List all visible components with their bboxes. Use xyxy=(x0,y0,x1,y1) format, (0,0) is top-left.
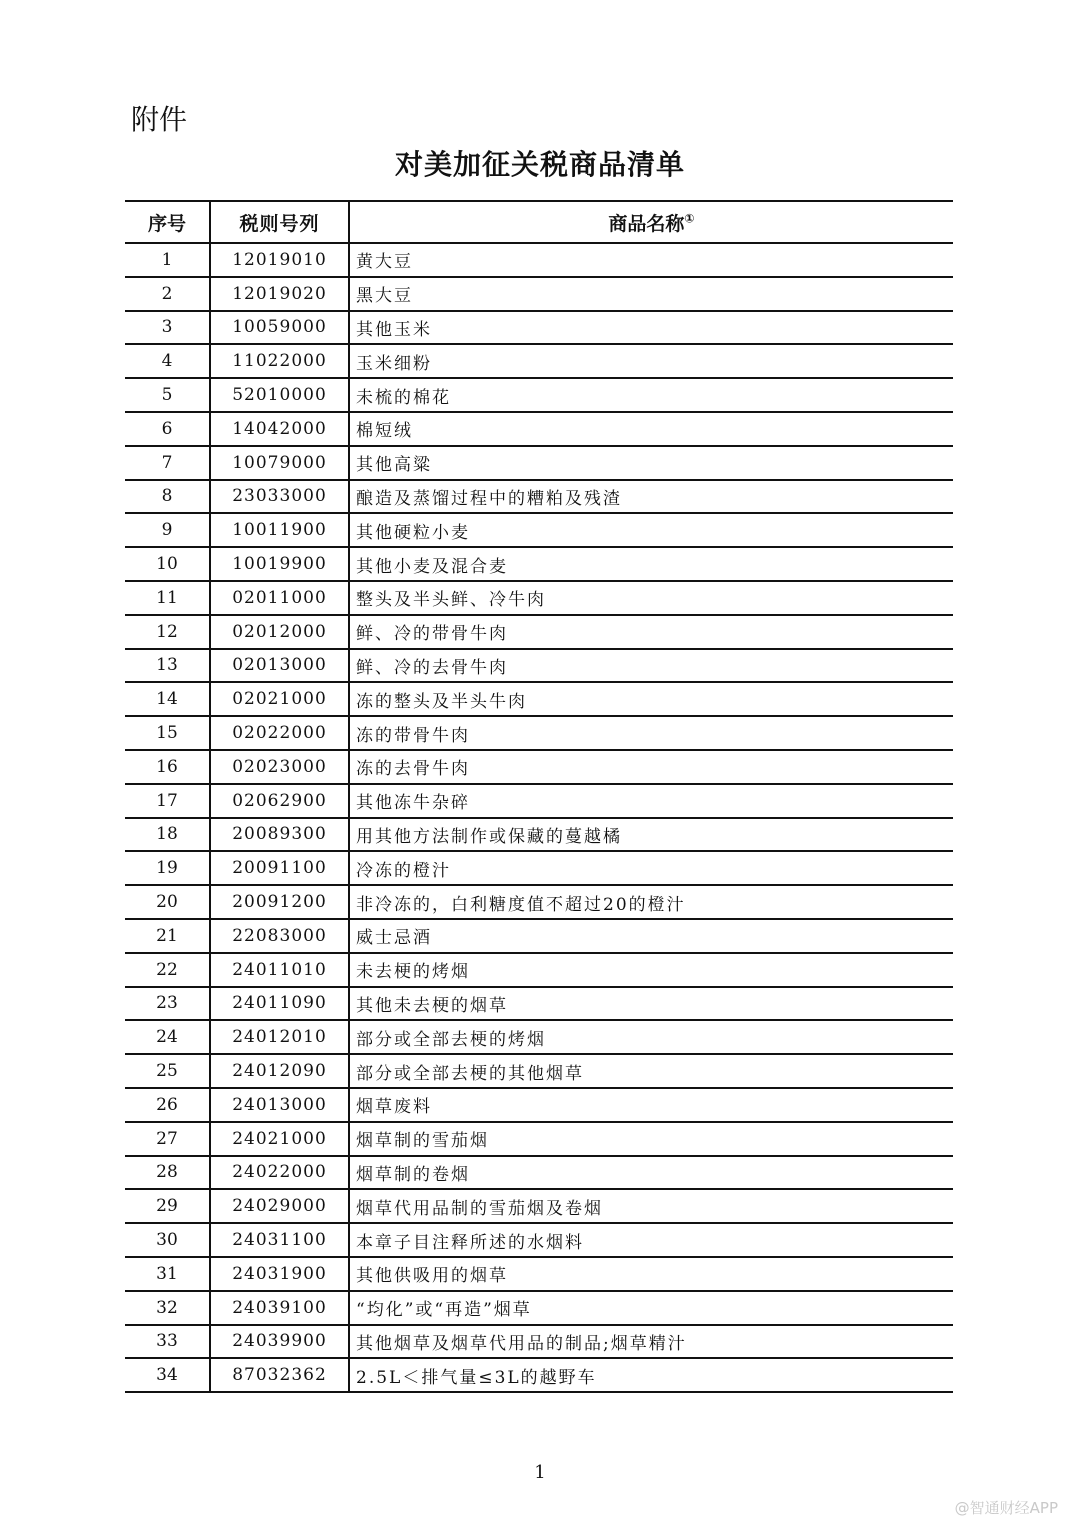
row-tariff-code: 24022000 xyxy=(210,1156,349,1190)
row-goods-name: 冻的整头及半头牛肉 xyxy=(349,682,953,716)
table-row xyxy=(125,1054,953,1088)
row-seq: 4 xyxy=(125,344,210,378)
row-goods-name: 整头及半头鲜、冷牛肉 xyxy=(349,581,953,615)
row-goods-name: 其他供吸用的烟草 xyxy=(349,1257,953,1291)
row-tariff-code: 52010000 xyxy=(210,378,349,412)
row-seq: 5 xyxy=(125,378,210,412)
header-seq: 序号 xyxy=(125,201,210,243)
row-tariff-code: 11022000 xyxy=(210,344,349,378)
row-seq: 12 xyxy=(125,615,210,649)
table-row xyxy=(125,277,953,311)
row-goods-name: 鲜、冷的去骨牛肉 xyxy=(349,649,953,683)
row-seq: 31 xyxy=(125,1257,210,1291)
row-seq: 23 xyxy=(125,987,210,1021)
row-seq: 28 xyxy=(125,1156,210,1190)
row-tariff-code: 87032362 xyxy=(210,1358,349,1392)
row-tariff-code: 22083000 xyxy=(210,919,349,953)
table-row xyxy=(125,784,953,818)
table-row xyxy=(125,344,953,378)
row-tariff-code: 24031100 xyxy=(210,1223,349,1257)
row-seq: 34 xyxy=(125,1358,210,1392)
row-tariff-code: 12019010 xyxy=(210,243,349,277)
row-tariff-code: 12019020 xyxy=(210,277,349,311)
row-goods-name: 其他小麦及混合麦 xyxy=(349,547,953,581)
table-row xyxy=(125,1257,953,1291)
row-seq: 33 xyxy=(125,1325,210,1359)
row-seq: 26 xyxy=(125,1088,210,1122)
table-row xyxy=(125,1020,953,1054)
table-row xyxy=(125,919,953,953)
table-row xyxy=(125,1122,953,1156)
row-seq: 6 xyxy=(125,412,210,446)
table-row xyxy=(125,750,953,784)
row-goods-name: 玉米细粉 xyxy=(349,344,953,378)
row-tariff-code: 24031900 xyxy=(210,1257,349,1291)
row-seq: 14 xyxy=(125,682,210,716)
row-seq: 8 xyxy=(125,480,210,514)
row-goods-name: 非冷冻的，白利糖度值不超过20的橙汁 xyxy=(349,885,953,919)
row-seq: 1 xyxy=(125,243,210,277)
row-tariff-code: 10079000 xyxy=(210,446,349,480)
row-goods-name: 2.5L＜排气量≤3L的越野车 xyxy=(349,1358,953,1392)
table-row xyxy=(125,378,953,412)
row-goods-name: 烟草制的雪茄烟 xyxy=(349,1122,953,1156)
table-row xyxy=(125,1088,953,1122)
page-number: 1 xyxy=(534,1462,546,1483)
table-row xyxy=(125,581,953,615)
table-row xyxy=(125,1325,953,1359)
table-row xyxy=(125,1223,953,1257)
row-tariff-code: 20091200 xyxy=(210,885,349,919)
row-tariff-code: 02062900 xyxy=(210,784,349,818)
header-goods-name xyxy=(349,201,953,243)
row-seq: 32 xyxy=(125,1291,210,1325)
row-seq: 21 xyxy=(125,919,210,953)
row-goods-name: 冷冻的橙汁 xyxy=(349,851,953,885)
row-tariff-code: 24029000 xyxy=(210,1189,349,1223)
table-row xyxy=(125,716,953,750)
row-goods-name: 部分或全部去梗的烤烟 xyxy=(349,1020,953,1054)
row-seq: 22 xyxy=(125,953,210,987)
row-seq: 11 xyxy=(125,581,210,615)
attachment-label: 附件 xyxy=(131,103,188,136)
row-seq: 25 xyxy=(125,1054,210,1088)
row-goods-name: 烟草废料 xyxy=(349,1088,953,1122)
table-body xyxy=(125,243,953,1392)
table-row xyxy=(125,1291,953,1325)
table-header-row xyxy=(125,201,953,243)
row-tariff-code: 14042000 xyxy=(210,412,349,446)
row-tariff-code: 20091100 xyxy=(210,851,349,885)
row-tariff-code: 24039900 xyxy=(210,1325,349,1359)
row-goods-name: 其他硬粒小麦 xyxy=(349,513,953,547)
row-tariff-code: 24011090 xyxy=(210,987,349,1021)
tariff-goods-table xyxy=(125,200,953,1393)
row-seq: 13 xyxy=(125,649,210,683)
row-seq: 3 xyxy=(125,311,210,345)
table-row xyxy=(125,615,953,649)
table-row xyxy=(125,851,953,885)
row-seq: 17 xyxy=(125,784,210,818)
table-row xyxy=(125,243,953,277)
row-tariff-code: 02022000 xyxy=(210,716,349,750)
row-seq: 18 xyxy=(125,818,210,852)
row-goods-name: 其他玉米 xyxy=(349,311,953,345)
row-goods-name: 其他烟草及烟草代用品的制品;烟草精汁 xyxy=(349,1325,953,1359)
table-row xyxy=(125,1156,953,1190)
table-row xyxy=(125,547,953,581)
row-seq: 27 xyxy=(125,1122,210,1156)
row-goods-name: 本章子目注释所述的水烟料 xyxy=(349,1223,953,1257)
table-row xyxy=(125,987,953,1021)
table-row xyxy=(125,649,953,683)
row-tariff-code: 10059000 xyxy=(210,311,349,345)
row-tariff-code: 24013000 xyxy=(210,1088,349,1122)
row-seq: 16 xyxy=(125,750,210,784)
row-goods-name: 黄大豆 xyxy=(349,243,953,277)
row-seq: 7 xyxy=(125,446,210,480)
row-goods-name: 未去梗的烤烟 xyxy=(349,953,953,987)
row-goods-name: 冻的带骨牛肉 xyxy=(349,716,953,750)
row-goods-name: 鲜、冷的带骨牛肉 xyxy=(349,615,953,649)
row-goods-name: 冻的去骨牛肉 xyxy=(349,750,953,784)
row-seq: 10 xyxy=(125,547,210,581)
table-row xyxy=(125,1189,953,1223)
row-tariff-code: 24021000 xyxy=(210,1122,349,1156)
header-tariff-code: 税则号列 xyxy=(210,201,349,243)
row-tariff-code: 24012090 xyxy=(210,1054,349,1088)
watermark: @智通财经APP xyxy=(954,1499,1058,1517)
header-goods-name-label: 商品名称 xyxy=(608,212,685,235)
row-goods-name: 部分或全部去梗的其他烟草 xyxy=(349,1054,953,1088)
row-seq: 24 xyxy=(125,1020,210,1054)
row-tariff-code: 10019900 xyxy=(210,547,349,581)
row-goods-name: 其他冻牛杂碎 xyxy=(349,784,953,818)
row-tariff-code: 02011000 xyxy=(210,581,349,615)
row-seq: 29 xyxy=(125,1189,210,1223)
table-row xyxy=(125,953,953,987)
row-tariff-code: 02023000 xyxy=(210,750,349,784)
row-seq: 15 xyxy=(125,716,210,750)
row-goods-name: 黑大豆 xyxy=(349,277,953,311)
table-row xyxy=(125,1358,953,1392)
table-row xyxy=(125,412,953,446)
table-row xyxy=(125,818,953,852)
footnote-marker: ① xyxy=(684,211,695,226)
row-goods-name: 棉短绒 xyxy=(349,412,953,446)
row-tariff-code: 23033000 xyxy=(210,480,349,514)
row-goods-name: 用其他方法制作或保藏的蔓越橘 xyxy=(349,818,953,852)
row-goods-name: 其他高粱 xyxy=(349,446,953,480)
row-seq: 19 xyxy=(125,851,210,885)
row-goods-name: 未梳的棉花 xyxy=(349,378,953,412)
row-goods-name: 烟草制的卷烟 xyxy=(349,1156,953,1190)
row-goods-name: “均化”或“再造”烟草 xyxy=(349,1291,953,1325)
row-tariff-code: 20089300 xyxy=(210,818,349,852)
row-goods-name: 烟草代用品制的雪茄烟及卷烟 xyxy=(349,1189,953,1223)
row-goods-name: 酿造及蒸馏过程中的糟粕及残渣 xyxy=(349,480,953,514)
table-row xyxy=(125,480,953,514)
row-goods-name: 威士忌酒 xyxy=(349,919,953,953)
row-seq: 30 xyxy=(125,1223,210,1257)
row-goods-name: 其他未去梗的烟草 xyxy=(349,987,953,1021)
row-tariff-code: 24011010 xyxy=(210,953,349,987)
row-tariff-code: 02021000 xyxy=(210,682,349,716)
row-tariff-code: 02013000 xyxy=(210,649,349,683)
document-title: 对美加征关税商品清单 xyxy=(394,148,685,181)
row-seq: 2 xyxy=(125,277,210,311)
table-row xyxy=(125,311,953,345)
row-seq: 20 xyxy=(125,885,210,919)
row-tariff-code: 10011900 xyxy=(210,513,349,547)
row-seq: 9 xyxy=(125,513,210,547)
table-row xyxy=(125,446,953,480)
row-tariff-code: 24039100 xyxy=(210,1291,349,1325)
row-tariff-code: 24012010 xyxy=(210,1020,349,1054)
table-row xyxy=(125,513,953,547)
row-tariff-code: 02012000 xyxy=(210,615,349,649)
table-row xyxy=(125,682,953,716)
table-row xyxy=(125,885,953,919)
